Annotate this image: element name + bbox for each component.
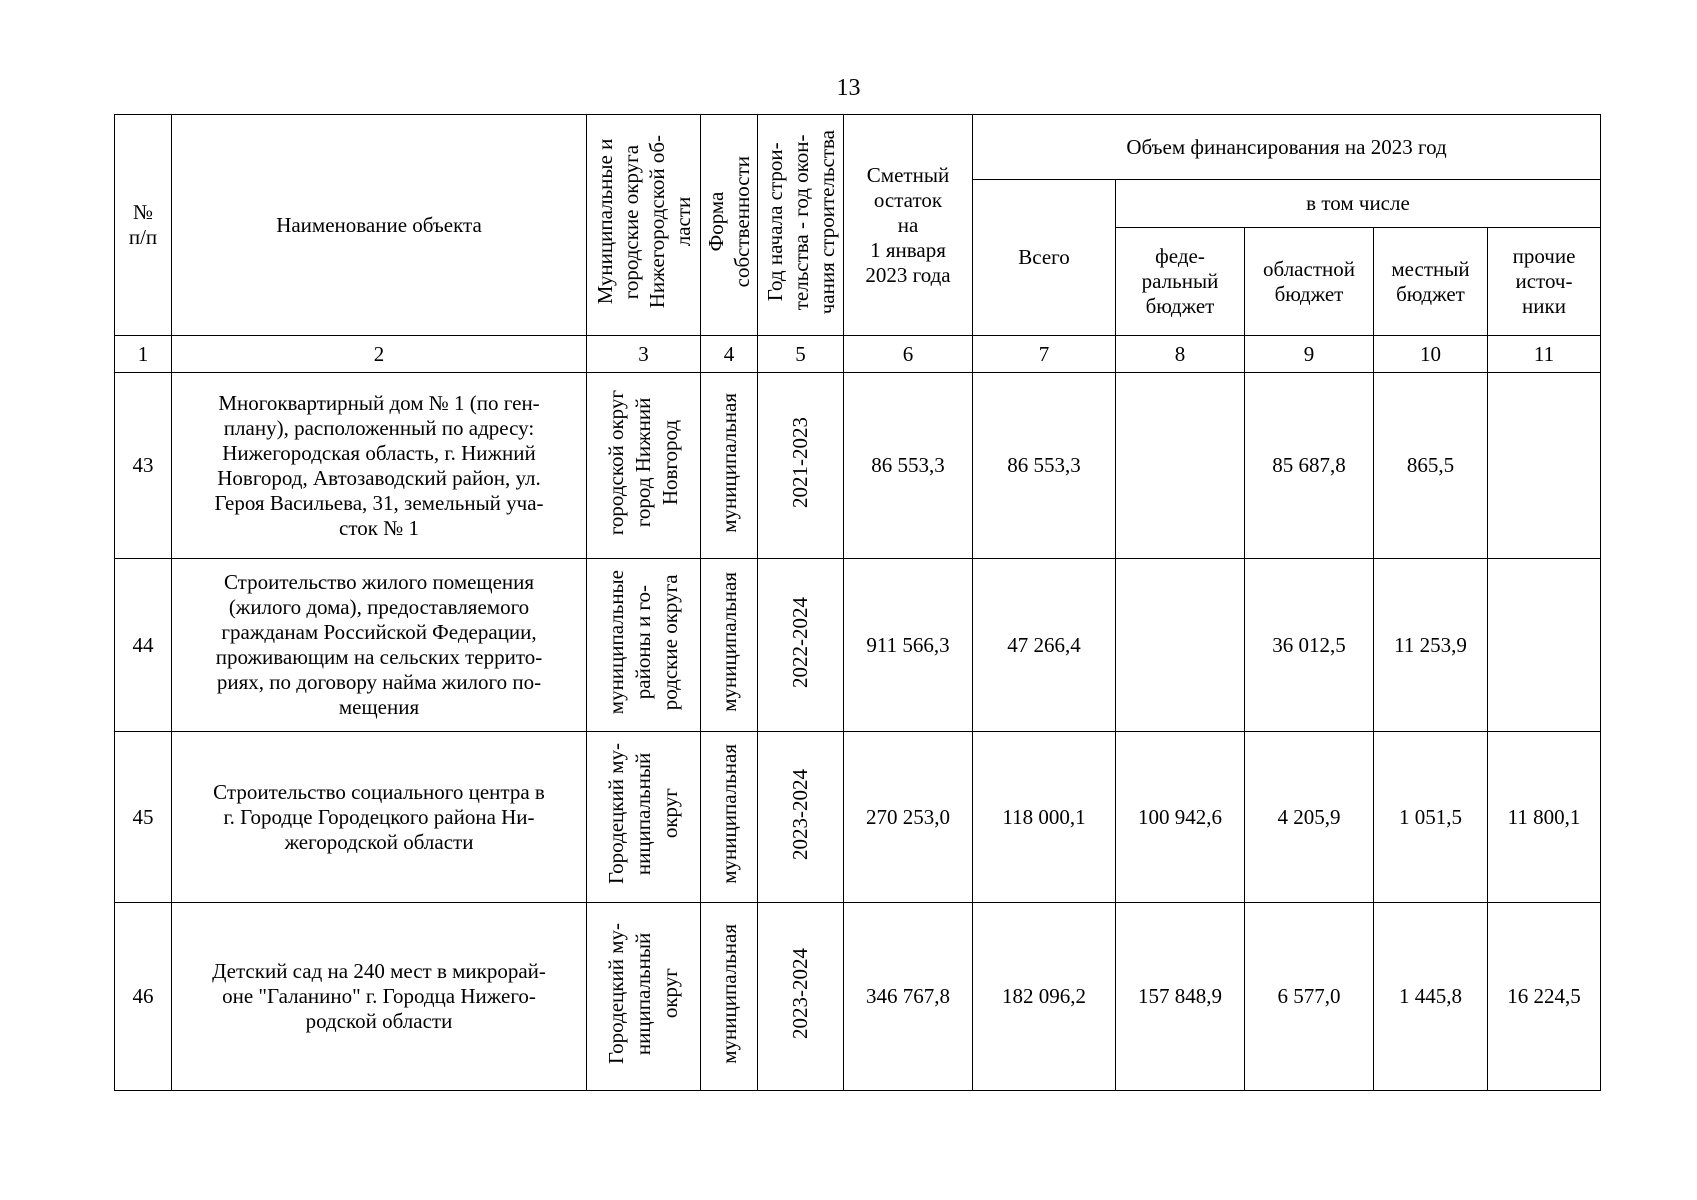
header-ownership: Форма собственности — [701, 115, 758, 336]
regional-budget: 4 205,9 — [1245, 732, 1374, 903]
estimate-balance: 86 553,3 — [844, 373, 973, 559]
construction-financing-table — [114, 114, 1601, 1091]
ownership-form: муниципальная — [701, 373, 758, 559]
estimate-balance: 270 253,0 — [844, 732, 973, 903]
header-row-1 — [115, 115, 1601, 180]
financing-total: 118 000,1 — [973, 732, 1116, 903]
municipality: Городецкий му- ниципальный округ — [587, 732, 701, 903]
municipality: муниципальные районы и го- родские округа — [587, 559, 701, 732]
column-number: 2 — [172, 336, 587, 373]
header-number: № п/п — [115, 115, 172, 336]
header-total: Всего — [973, 180, 1116, 336]
header-municipality: Муниципальные и городские округа Нижегородской об- ласти — [587, 115, 701, 336]
federal-budget: 100 942,6 — [1116, 732, 1245, 903]
local-budget: 1 445,8 — [1374, 903, 1488, 1091]
header-financing-2023: Объем финансирования на 2023 год — [973, 115, 1601, 180]
column-number: 1 — [115, 336, 172, 373]
ownership-form: муниципальная — [701, 559, 758, 732]
local-budget: 865,5 — [1374, 373, 1488, 559]
table-row — [115, 732, 1601, 903]
header-object-name: Наименование объекта — [172, 115, 587, 336]
local-budget: 1 051,5 — [1374, 732, 1488, 903]
municipality: Городецкий му- ниципальный округ — [587, 903, 701, 1091]
financing-total: 182 096,2 — [973, 903, 1116, 1091]
regional-budget: 36 012,5 — [1245, 559, 1374, 732]
row-number: 43 — [115, 373, 172, 559]
object-name: Многоквартирный дом № 1 (по ген- плану), расположенный по адресу: Нижегородская область, г. Нижний Новгород, Автозаводский район, ул. Героя Васильева, 31, земельный уча- сток № 1 — [172, 373, 587, 559]
object-name: Строительство жилого помещения (жилого дома), предоставляемого гражданам Российской Федерации, проживающим на сельских террито- риях, по договору найма жилого по- мещения — [172, 559, 587, 732]
regional-budget: 85 687,8 — [1245, 373, 1374, 559]
financing-total: 47 266,4 — [973, 559, 1116, 732]
row-number: 44 — [115, 559, 172, 732]
table-row — [115, 903, 1601, 1091]
column-number: 4 — [701, 336, 758, 373]
header-including: в том числе — [1116, 180, 1601, 228]
object-name: Детский сад на 240 мест в микрорай- оне "Галанино" г. Городца Нижего- родской области — [172, 903, 587, 1091]
column-number: 7 — [973, 336, 1116, 373]
object-name: Строительство социального центра в г. Городце Городецкого района Ни- жегородской области — [172, 732, 587, 903]
estimate-balance: 911 566,3 — [844, 559, 973, 732]
ownership-form: муниципальная — [701, 732, 758, 903]
header-other-sources: прочие источ- ники — [1488, 228, 1601, 336]
financing-total: 86 553,3 — [973, 373, 1116, 559]
federal-budget — [1116, 373, 1245, 559]
construction-years: 2023-2024 — [758, 903, 844, 1091]
header-federal-budget: феде- ральный бюджет — [1116, 228, 1245, 336]
header-local-budget: местный бюджет — [1374, 228, 1488, 336]
header-regional-budget: областной бюджет — [1245, 228, 1374, 336]
column-number: 6 — [844, 336, 973, 373]
page-number: 13 — [836, 75, 861, 101]
row-number: 46 — [115, 903, 172, 1091]
construction-years: 2021-2023 — [758, 373, 844, 559]
column-number: 9 — [1245, 336, 1374, 373]
construction-years: 2023-2024 — [758, 732, 844, 903]
construction-years: 2022-2024 — [758, 559, 844, 732]
column-number-row — [115, 336, 1601, 373]
federal-budget: 157 848,9 — [1116, 903, 1245, 1091]
federal-budget — [1116, 559, 1245, 732]
table-row — [115, 373, 1601, 559]
regional-budget: 6 577,0 — [1245, 903, 1374, 1091]
other-sources — [1488, 373, 1601, 559]
column-number: 5 — [758, 336, 844, 373]
other-sources: 11 800,1 — [1488, 732, 1601, 903]
column-number: 10 — [1374, 336, 1488, 373]
header-construction-years: Год начала строи- тельства - год окон- чания строительства — [758, 115, 844, 336]
column-number: 8 — [1116, 336, 1245, 373]
column-number: 11 — [1488, 336, 1601, 373]
local-budget: 11 253,9 — [1374, 559, 1488, 732]
ownership-form: муниципальная — [701, 903, 758, 1091]
row-number: 45 — [115, 732, 172, 903]
municipality: городской округ город Нижний Новгород — [587, 373, 701, 559]
column-number: 3 — [587, 336, 701, 373]
other-sources — [1488, 559, 1601, 732]
estimate-balance: 346 767,8 — [844, 903, 973, 1091]
other-sources: 16 224,5 — [1488, 903, 1601, 1091]
table-row — [115, 559, 1601, 732]
header-estimate-balance: Сметный остаток на 1 января 2023 года — [844, 115, 973, 336]
